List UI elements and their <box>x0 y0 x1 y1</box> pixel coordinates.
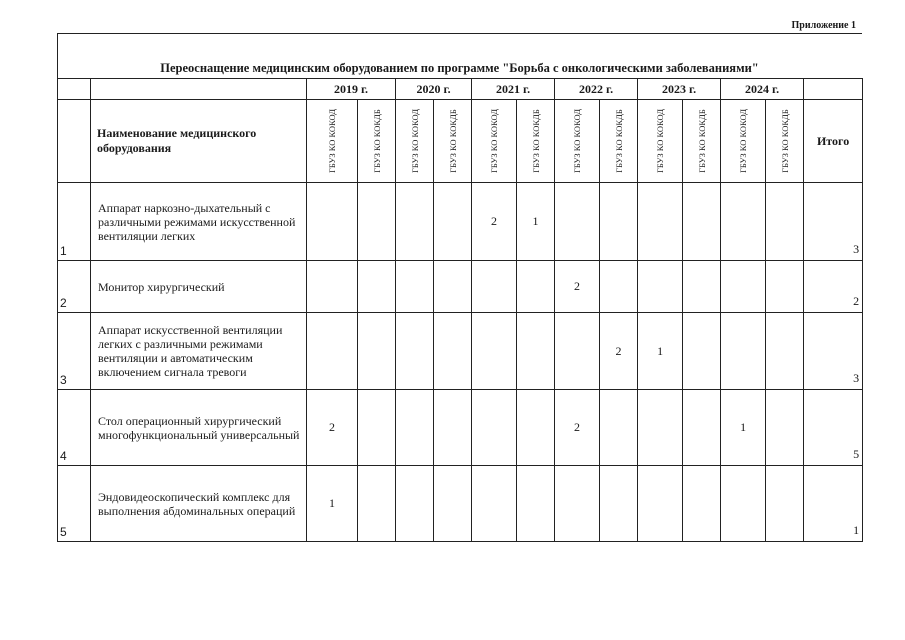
institution-header-cell <box>358 100 396 183</box>
quantity-cell: 2 <box>600 313 638 390</box>
quantity-cell <box>600 261 638 313</box>
quantity-cell <box>396 466 434 542</box>
quantity-cell: 1 <box>638 313 683 390</box>
quantity-cell <box>434 313 472 390</box>
quantity-cell <box>555 313 600 390</box>
quantity-cell <box>638 183 683 261</box>
quantity-cell <box>721 313 766 390</box>
equipment-name-header: Наименование медицинского оборудования <box>91 100 307 183</box>
header-num-cell <box>58 79 91 100</box>
year-2023: 2023 г. <box>638 79 721 100</box>
quantity-cell <box>683 183 721 261</box>
quantity-cell <box>396 390 434 466</box>
quantity-cell: 1 <box>517 183 555 261</box>
quantity-cell <box>638 466 683 542</box>
institution-header-cell <box>721 100 766 183</box>
header-total-blank <box>804 79 863 100</box>
row-number: 3 <box>58 313 91 390</box>
quantity-cell <box>434 261 472 313</box>
quantity-cell <box>472 466 517 542</box>
equipment-table <box>57 78 863 542</box>
header-num-cell <box>58 100 91 183</box>
equipment-name: Эндовидеоскопический комплекс для выполнения абдоминальных операций <box>91 466 307 542</box>
quantity-cell: 2 <box>307 390 358 466</box>
quantity-cell <box>434 390 472 466</box>
quantity-cell: 2 <box>472 183 517 261</box>
table-row <box>58 313 863 390</box>
table-row <box>58 390 863 466</box>
quantity-cell <box>766 466 804 542</box>
quantity-cell: 2 <box>555 390 600 466</box>
institution-label: ГБУЗ КО КОКОД <box>489 108 500 174</box>
quantity-cell <box>307 183 358 261</box>
quantity-cell <box>517 466 555 542</box>
document-title: Переоснащение медицинским оборудованием по программе "Борьба с онкологическими заболеваниями" <box>160 61 759 75</box>
quantity-cell <box>396 183 434 261</box>
quantity-cell <box>683 261 721 313</box>
year-2022: 2022 г. <box>555 79 638 100</box>
institution-label: ГБУЗ КО КОКОД <box>327 108 337 174</box>
quantity-cell <box>358 313 396 390</box>
quantity-cell <box>600 390 638 466</box>
quantity-cell: 2 <box>555 261 600 313</box>
quantity-cell <box>683 313 721 390</box>
quantity-cell: 1 <box>307 466 358 542</box>
quantity-cell <box>721 183 766 261</box>
institution-header-cell <box>600 100 638 183</box>
quantity-cell <box>358 390 396 466</box>
row-number: 1 <box>58 183 91 261</box>
quantity-cell <box>683 390 721 466</box>
header-blank-cell <box>91 79 307 100</box>
year-2024: 2024 г. <box>721 79 804 100</box>
quantity-cell <box>358 183 396 261</box>
quantity-cell <box>396 313 434 390</box>
quantity-cell <box>434 466 472 542</box>
institution-header-row <box>58 100 863 183</box>
quantity-cell <box>638 390 683 466</box>
quantity-cell: 1 <box>721 390 766 466</box>
institution-label: ГБУЗ КО КОКОД <box>738 108 749 174</box>
institution-label: ГБУЗ КО КОКДБ <box>371 109 382 173</box>
institution-header-cell <box>638 100 683 183</box>
quantity-cell <box>600 466 638 542</box>
quantity-cell <box>472 313 517 390</box>
table-row <box>58 183 863 261</box>
institution-label: ГБУЗ КО КОКОД <box>409 108 420 174</box>
equipment-name: Стол операционный хирургический многофункциональный универсальный <box>91 390 307 466</box>
institution-header-cell <box>396 100 434 183</box>
institution-header-cell <box>517 100 555 183</box>
quantity-cell <box>517 390 555 466</box>
quantity-cell <box>555 183 600 261</box>
equipment-name: Аппарат искусственной вентиляции легких с различными режимами вентиляции и автоматическим включением сигнала тревоги <box>91 313 307 390</box>
quantity-cell <box>766 313 804 390</box>
institution-header-cell <box>766 100 804 183</box>
row-number: 4 <box>58 390 91 466</box>
institution-label: ГБУЗ КО КОКДБ <box>696 109 707 173</box>
institution-label: ГБУЗ КО КОКДБ <box>613 109 624 173</box>
row-total: 5 <box>804 390 863 466</box>
quantity-cell <box>517 313 555 390</box>
quantity-cell <box>766 390 804 466</box>
institution-label: ГБУЗ КО КОКОД <box>572 108 583 174</box>
quantity-cell <box>766 183 804 261</box>
quantity-cell <box>555 466 600 542</box>
quantity-cell <box>472 390 517 466</box>
quantity-cell <box>721 261 766 313</box>
quantity-cell <box>358 466 396 542</box>
quantity-cell <box>721 466 766 542</box>
quantity-cell <box>307 261 358 313</box>
row-total: 1 <box>804 466 863 542</box>
quantity-cell <box>307 313 358 390</box>
quantity-cell <box>472 261 517 313</box>
table-row <box>58 466 863 542</box>
institution-label: ГБУЗ КО КОКДБ <box>530 109 541 173</box>
institution-header-cell <box>307 100 358 183</box>
institution-label: ГБУЗ КО КОКДБ <box>779 109 790 173</box>
institution-label: ГБУЗ КО КОКДБ <box>447 109 458 173</box>
table-row <box>58 261 863 313</box>
institution-header-cell <box>683 100 721 183</box>
year-header-row <box>58 79 863 100</box>
quantity-cell <box>396 261 434 313</box>
quantity-cell <box>517 261 555 313</box>
row-total: 3 <box>804 183 863 261</box>
row-number: 5 <box>58 466 91 542</box>
institution-label: ГБУЗ КО КОКОД <box>655 108 666 174</box>
appendix-label: Приложение 1 <box>791 20 856 31</box>
quantity-cell <box>434 183 472 261</box>
equipment-name: Аппарат наркозно-дыхательный с различными режимами искусственной вентиляции легких <box>91 183 307 261</box>
row-total: 3 <box>804 313 863 390</box>
quantity-cell <box>638 261 683 313</box>
quantity-cell <box>600 183 638 261</box>
year-2021: 2021 г. <box>472 79 555 100</box>
frame-top-line <box>57 33 862 34</box>
institution-header-cell <box>555 100 600 183</box>
table-body <box>58 79 863 542</box>
institution-header-cell <box>434 100 472 183</box>
quantity-cell <box>683 466 721 542</box>
quantity-cell <box>766 261 804 313</box>
row-total: 2 <box>804 261 863 313</box>
total-header: Итого <box>804 100 863 183</box>
institution-header-cell <box>472 100 517 183</box>
year-2020: 2020 г. <box>396 79 472 100</box>
year-2019: 2019 г. <box>307 79 396 100</box>
equipment-name: Монитор хирургический <box>91 261 307 313</box>
row-number: 2 <box>58 261 91 313</box>
quantity-cell <box>358 261 396 313</box>
